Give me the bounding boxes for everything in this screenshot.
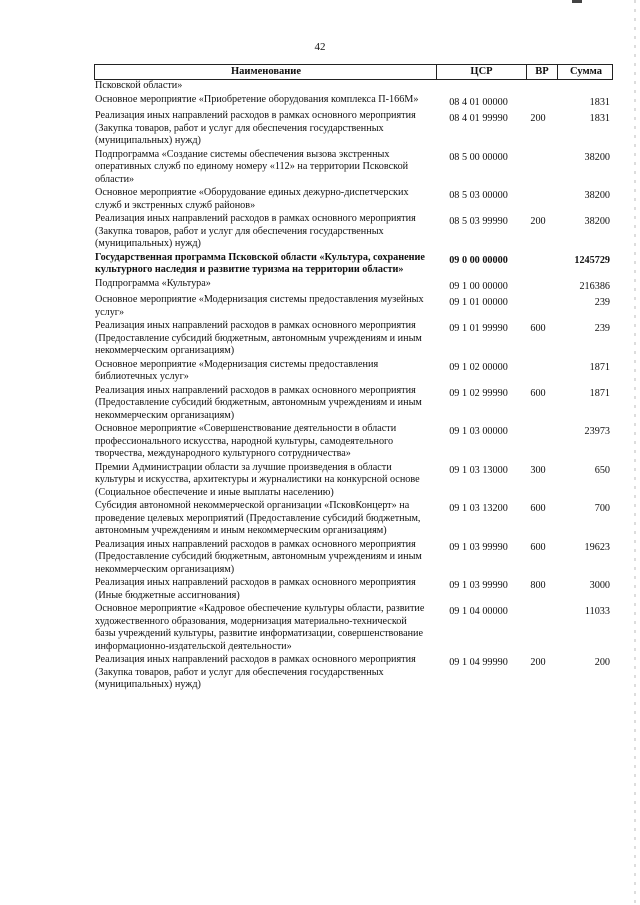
table-row [94, 462, 613, 500]
row-sum: 1871 [589, 361, 610, 373]
row-name: Реализация иных направлений расходов в рамках основного мероприятия (Предоставление субсидий бюджетным, автономным учреждениям и иным некоммерческим организациям) [95, 384, 422, 421]
row-csr: 09 1 02 00000 [449, 361, 508, 373]
row-vr: 200 [530, 113, 546, 124]
row-vr [523, 252, 553, 277]
row-sum: 11033 [584, 606, 610, 617]
row-vr: 600 [530, 503, 546, 514]
row-sum: 216386 [579, 280, 610, 292]
page-number: 42 [314, 41, 326, 53]
row-vr [523, 359, 553, 384]
row-csr: 09 1 04 99990 [449, 657, 508, 668]
table-row [94, 80, 613, 93]
row-vr [523, 94, 553, 110]
row-vr [523, 423, 553, 461]
row-csr: 08 5 00 00000 [449, 151, 508, 163]
table-row [94, 577, 613, 602]
row-sum: 650 [594, 464, 610, 476]
row-name: Основное мероприятие «Модернизация системы предоставления музейных услуг» [95, 294, 424, 318]
budget-table [94, 64, 613, 693]
row-vr [523, 294, 553, 319]
row-vr: 800 [530, 580, 546, 591]
table-row [94, 94, 613, 110]
row-sum: 239 [594, 323, 610, 334]
row-name: Основное мероприятие «Модернизация системы предоставления библиотечных услуг» [95, 358, 379, 382]
row-name: Премии Администрации области за лучшие произведения в области культуры и искусства, архитектуры и журналистики на конкурсной основе (Социальное обеспечение и иные выплаты населению) [95, 461, 420, 498]
table-header [94, 64, 613, 80]
row-vr: 600 [530, 541, 546, 553]
row-sum [553, 80, 612, 93]
row-vr [523, 80, 553, 93]
row-name: Субсидия автономной некоммерческой организации «ПсковКонцерт» на проведение целевых мероприятий (Предоставление субсидий бюджетным, автономным учреждениям и иным некоммерческим организациям) [95, 500, 421, 536]
row-csr: 09 1 01 00000 [449, 297, 508, 308]
row-vr: 600 [530, 323, 546, 334]
row-vr: 200 [530, 657, 546, 668]
row-sum: 1245729 [574, 254, 610, 266]
row-csr: 09 1 00 00000 [449, 280, 508, 292]
row-vr: 600 [530, 387, 546, 399]
header-csr: ЦСР [436, 65, 526, 79]
row-csr: 09 1 03 13200 [449, 503, 508, 514]
row-sum: 700 [594, 503, 610, 514]
row-name: Реализация иных направлений расходов в рамках основного мероприятия (Иные бюджетные ассигнования) [95, 577, 416, 601]
row-csr: 09 0 00 00000 [449, 254, 508, 266]
row-csr: 09 1 03 13000 [449, 464, 508, 476]
table-row [94, 278, 613, 294]
row-csr: 09 1 01 99990 [449, 323, 508, 334]
table-row [94, 654, 613, 692]
row-vr: 300 [530, 464, 546, 476]
row-vr [523, 149, 553, 187]
row-sum: 38200 [584, 190, 610, 201]
table-row [94, 149, 613, 187]
row-sum: 239 [594, 297, 610, 308]
row-sum: 23973 [584, 426, 610, 437]
row-csr: 09 1 03 99990 [449, 580, 508, 591]
row-csr: 09 1 03 00000 [449, 426, 508, 437]
table-row [94, 385, 613, 423]
scan-mark [572, 0, 582, 3]
row-vr [523, 187, 553, 212]
row-name: Реализация иных направлений расходов в рамках основного мероприятия (Закупка товаров, работ и услуг для обеспечения государственных (муниципальных) нужд) [95, 213, 416, 249]
row-csr: 08 5 03 99990 [449, 216, 508, 227]
table-row [94, 252, 613, 277]
row-name: Реализация иных направлений расходов в рамках основного мероприятия (Закупка товаров, работ и услуг для обеспечения государственных (муниципальных) нужд) [95, 654, 416, 690]
row-name: Основное мероприятие «Оборудование единых дежурно-диспетчерских служб и экстренных служб районов» [95, 187, 409, 211]
row-vr: 200 [530, 216, 546, 227]
row-vr [523, 603, 553, 653]
row-name: Основное мероприятие «Совершенствование деятельности в области профессионального искусства, народной культуры, самодеятельного творчества, международного культурного сотрудничества» [95, 423, 397, 459]
table-row [94, 110, 613, 148]
table-row [94, 603, 613, 653]
row-csr [434, 80, 523, 93]
row-name: Подпрограмма «Культура» [95, 277, 211, 289]
row-name: Основное мероприятие «Кадровое обеспечение культуры области, развитие художественного образования, модернизация материально-технической базы учреждений культуры, развитие информатизации, совершенствование информационно-издательской деятельности» [95, 603, 425, 652]
table-body [94, 80, 613, 692]
table-row [94, 294, 613, 319]
row-csr: 08 4 01 00000 [449, 96, 508, 108]
header-sum: Сумма [557, 65, 616, 79]
header-vr: ВР [526, 65, 557, 79]
row-name: Подпрограмма «Создание системы обеспечения вызова экстренных оперативных служб по единому номеру «112» на территории Псковской области» [95, 148, 409, 185]
table-row [94, 500, 613, 538]
table-row [94, 187, 613, 212]
scan-edge [634, 0, 636, 905]
row-name: Псковской области» [95, 80, 183, 91]
row-sum: 1871 [589, 387, 610, 399]
row-csr: 09 1 02 99990 [449, 387, 508, 399]
row-sum: 1831 [589, 96, 610, 108]
row-name: Реализация иных направлений расходов в рамках основного мероприятия (Предоставление субсидий бюджетным, автономным учреждениям и иным некоммерческим организациям) [95, 320, 422, 356]
row-csr: 08 4 01 99990 [449, 113, 508, 124]
header-name: Наименование [231, 66, 301, 77]
row-sum: 38200 [584, 216, 610, 227]
table-row [94, 320, 613, 358]
row-sum: 38200 [584, 151, 610, 163]
row-sum: 1831 [589, 113, 610, 124]
row-csr: 09 1 03 99990 [449, 541, 508, 553]
table-row [94, 213, 613, 251]
row-name: Реализация иных направлений расходов в рамках основного мероприятия (Закупка товаров, работ и услуг для обеспечения государственных (муниципальных) нужд) [95, 110, 416, 146]
row-csr: 08 5 03 00000 [449, 190, 508, 201]
row-sum: 19623 [584, 541, 610, 553]
row-name: Основное мероприятие «Приобретение оборудования комплекса П-166М» [95, 93, 419, 105]
table-row [94, 539, 613, 577]
table-row [94, 423, 613, 461]
row-sum: 200 [594, 657, 610, 668]
row-name: Государственная программа Псковской области «Культура, сохранение культурного наследия и развитие туризма на территории области» [95, 251, 425, 275]
row-name: Реализация иных направлений расходов в рамках основного мероприятия (Предоставление субсидий бюджетным, автономным учреждениям и иным некоммерческим организациям) [95, 538, 422, 575]
row-sum: 3000 [589, 580, 610, 591]
table-row [94, 359, 613, 384]
row-vr [523, 278, 553, 294]
row-csr: 09 1 04 00000 [449, 606, 508, 617]
